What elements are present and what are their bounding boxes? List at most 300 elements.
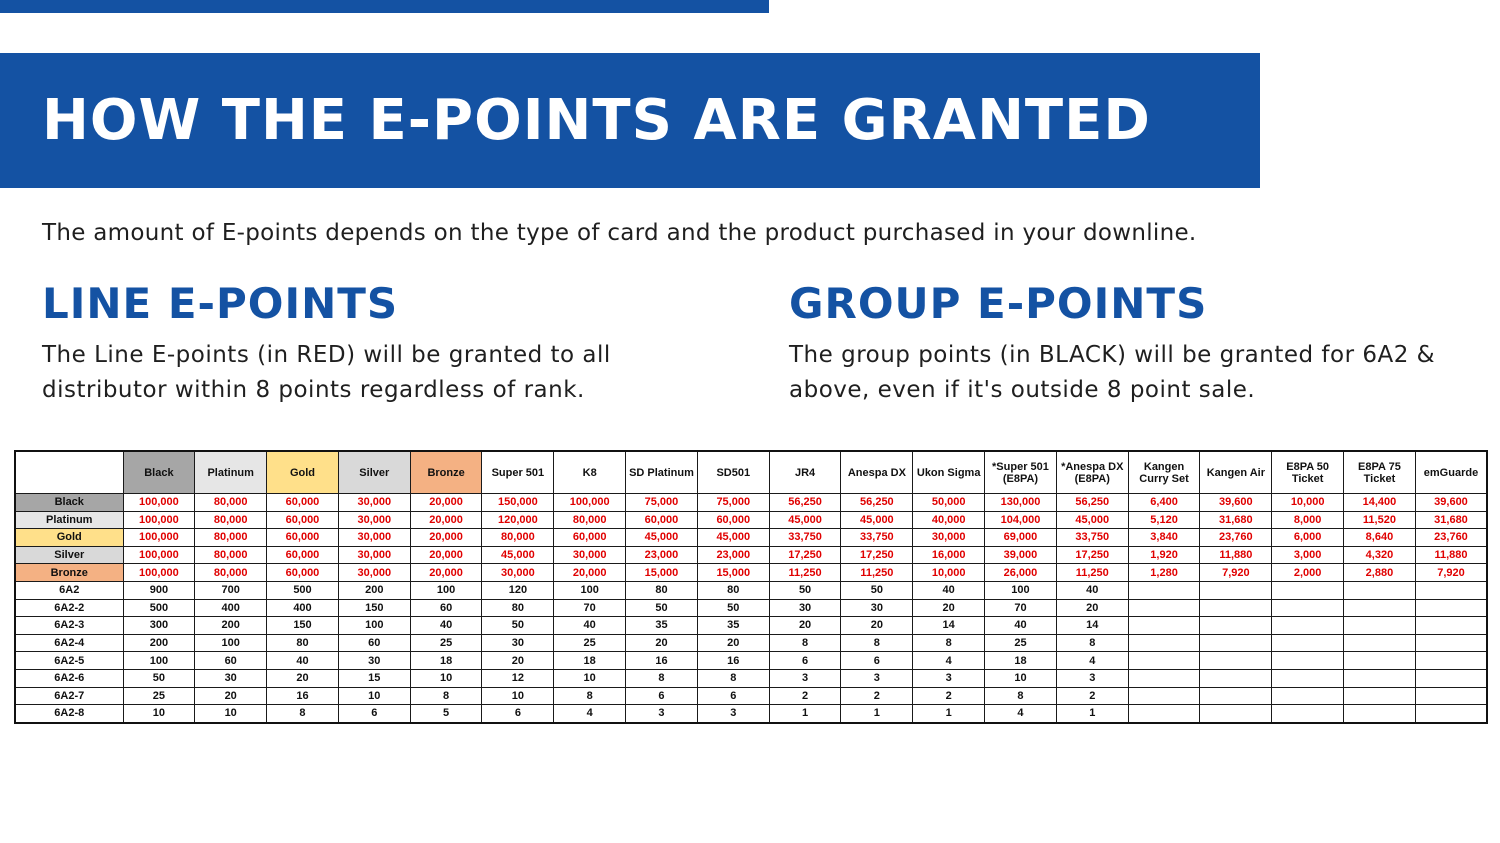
table-cell: 18 [985,652,1057,670]
table-cell: 50 [841,581,913,599]
table-cell: 2 [1056,687,1128,705]
epoints-table-container [14,450,1488,724]
table-cell: 60 [338,634,410,652]
table-cell: 20 [913,599,985,617]
group-epoints-description: The group points (in BLACK) will be granted for 6A2 & above, even if it's outside 8 point sale. [789,342,1436,403]
table-cell: 11,250 [769,564,841,582]
table-row [15,529,1487,547]
table-cell: 23,760 [1415,529,1487,547]
table-cell: 100 [554,581,626,599]
table-cell: 45,000 [697,529,769,547]
table-cell: 60,000 [626,511,698,529]
table-cell: 31,680 [1415,511,1487,529]
table-cell: 8 [985,687,1057,705]
table-cell [1128,599,1200,617]
table-cell: 33,750 [1056,529,1128,547]
table-cell [1200,599,1272,617]
table-cell: 80,000 [554,511,626,529]
table-cell: 20,000 [410,564,482,582]
column-header: JR4 [769,451,841,494]
table-cell: 20,000 [554,564,626,582]
table-cell: 8,640 [1344,529,1416,547]
table-cell: 100,000 [123,564,195,582]
table-cell [1200,705,1272,723]
column-header: Ukon Sigma [913,451,985,494]
table-cell: 39,600 [1415,494,1487,512]
table-cell: 39,000 [985,546,1057,564]
table-cell: 17,250 [769,546,841,564]
table-cell: 80,000 [195,511,267,529]
table-cell: 35 [697,617,769,635]
table-cell: 25 [410,634,482,652]
table-cell: 30,000 [338,529,410,547]
table-cell: 150,000 [482,494,554,512]
table-cell: 2 [913,687,985,705]
table-row [15,494,1487,512]
table-cell: 30,000 [482,564,554,582]
table-cell: 60,000 [554,529,626,547]
table-cell: 10 [554,669,626,687]
table-cell: 3 [913,669,985,687]
table-cell: 80 [626,581,698,599]
table-cell: 50 [123,669,195,687]
table-cell: 33,750 [841,529,913,547]
table-cell: 16 [697,652,769,670]
table-cell [1344,705,1416,723]
table-cell: 3 [697,705,769,723]
table-cell: 15,000 [626,564,698,582]
column-header: Black [123,451,195,494]
table-cell: 30 [482,634,554,652]
table-cell: 30,000 [554,546,626,564]
table-cell: 30 [769,599,841,617]
table-cell [1128,705,1200,723]
row-label: Silver [15,546,123,564]
table-cell: 30,000 [913,529,985,547]
table-cell: 11,880 [1415,546,1487,564]
table-cell: 150 [267,617,339,635]
table-cell: 35 [626,617,698,635]
column-header: Super 501 [482,451,554,494]
table-cell: 33,750 [769,529,841,547]
table-cell: 45,000 [769,511,841,529]
table-cell [1272,652,1344,670]
table-cell: 100,000 [123,511,195,529]
table-cell: 56,250 [1056,494,1128,512]
table-cell: 60,000 [267,529,339,547]
table-cell: 20 [267,669,339,687]
table-cell: 2 [841,687,913,705]
table-cell: 130,000 [985,494,1057,512]
table-cell: 700 [195,581,267,599]
table-cell: 16 [626,652,698,670]
table-cell: 1 [769,705,841,723]
table-row [15,705,1487,723]
table-cell [1272,705,1344,723]
row-label: 6A2-6 [15,669,123,687]
table-cell: 45,000 [841,511,913,529]
table-cell: 400 [195,599,267,617]
table-row [15,617,1487,635]
table-row [15,581,1487,599]
table-cell [1128,669,1200,687]
table-cell: 20 [841,617,913,635]
table-cell: 18 [554,652,626,670]
table-cell: 1 [841,705,913,723]
table-cell: 20,000 [410,511,482,529]
table-cell [1344,581,1416,599]
table-cell: 60,000 [267,564,339,582]
table-cell: 20,000 [410,529,482,547]
table-cell: 56,250 [841,494,913,512]
table-cell: 6,000 [1272,529,1344,547]
table-cell: 50 [482,617,554,635]
column-header: Kangen Curry Set [1128,451,1200,494]
table-cell: 200 [123,634,195,652]
table-cell: 16,000 [913,546,985,564]
table-cell: 8 [1056,634,1128,652]
column-header: emGuarde [1415,451,1487,494]
table-cell [1272,669,1344,687]
table-cell [1272,634,1344,652]
table-cell: 200 [195,617,267,635]
table-cell: 400 [267,599,339,617]
intro-text: The amount of E-points depends on the type of card and the product purchased in your downline. [42,220,1197,246]
table-cell: 11,880 [1200,546,1272,564]
table-cell: 50 [626,599,698,617]
table-cell [1415,687,1487,705]
table-cell: 3 [769,669,841,687]
group-epoints-heading: GROUP E-POINTS [789,279,1208,328]
table-cell: 8 [913,634,985,652]
table-cell: 100 [338,617,410,635]
table-cell: 40 [985,617,1057,635]
table-cell: 3,000 [1272,546,1344,564]
table-cell: 30,000 [338,511,410,529]
table-cell: 30,000 [338,564,410,582]
row-label: 6A2-7 [15,687,123,705]
table-cell: 200 [338,581,410,599]
table-cell: 10 [338,687,410,705]
table-cell: 100,000 [123,529,195,547]
column-header: Bronze [410,451,482,494]
table-cell: 75,000 [626,494,698,512]
table-cell: 80,000 [195,529,267,547]
table-cell: 8 [554,687,626,705]
table-cell: 1 [1056,705,1128,723]
row-label: Gold [15,529,123,547]
table-cell: 14 [1056,617,1128,635]
table-cell: 3 [626,705,698,723]
column-header: Gold [267,451,339,494]
column-header: Platinum [195,451,267,494]
table-cell: 30,000 [338,494,410,512]
table-cell: 39,600 [1200,494,1272,512]
table-cell: 6 [769,652,841,670]
table-cell [1272,687,1344,705]
table-cell: 8 [697,669,769,687]
table-cell: 26,000 [985,564,1057,582]
table-cell [1415,705,1487,723]
table-cell: 40 [913,581,985,599]
group-epoints-section [789,278,1489,408]
table-cell: 4 [1056,652,1128,670]
table-cell: 6 [697,687,769,705]
table-cell: 1 [913,705,985,723]
row-label: Platinum [15,511,123,529]
table-cell: 20,000 [410,546,482,564]
table-row [15,634,1487,652]
line-epoints-heading: LINE E-POINTS [42,279,399,328]
table-cell: 10,000 [1272,494,1344,512]
row-label: 6A2-3 [15,617,123,635]
column-header: *Super 501 (E8PA) [985,451,1057,494]
table-cell: 80 [697,581,769,599]
table-cell: 7,920 [1415,564,1487,582]
table-cell [1200,652,1272,670]
table-cell: 2,000 [1272,564,1344,582]
page-title: HOW THE E-POINTS ARE GRANTED [42,88,1151,153]
table-cell: 45,000 [482,546,554,564]
table-cell: 5 [410,705,482,723]
table-cell [1344,617,1416,635]
table-cell: 11,250 [841,564,913,582]
table-cell: 10 [195,705,267,723]
table-cell [1272,617,1344,635]
table-cell [1415,634,1487,652]
table-cell: 60,000 [267,511,339,529]
table-row [15,687,1487,705]
column-header: E8PA 50 Ticket [1272,451,1344,494]
table-cell: 4 [913,652,985,670]
table-cell: 20 [195,687,267,705]
table-cell: 2,880 [1344,564,1416,582]
row-label: Bronze [15,564,123,582]
table-cell: 4 [554,705,626,723]
table-cell: 23,000 [697,546,769,564]
table-cell: 10 [985,669,1057,687]
table-cell: 31,680 [1200,511,1272,529]
table-cell: 50,000 [913,494,985,512]
table-cell: 15 [338,669,410,687]
table-cell: 500 [267,581,339,599]
column-header: K8 [554,451,626,494]
table-cell [1200,669,1272,687]
row-label: 6A2-8 [15,705,123,723]
table-cell: 300 [123,617,195,635]
table-cell: 8 [769,634,841,652]
table-row [15,652,1487,670]
row-label: 6A2 [15,581,123,599]
table-cell: 56,250 [769,494,841,512]
table-cell [1272,581,1344,599]
table-cell: 16 [267,687,339,705]
table-cell [1272,599,1344,617]
table-cell [1344,687,1416,705]
table-cell: 80,000 [195,494,267,512]
table-cell: 120 [482,581,554,599]
table-cell: 100 [195,634,267,652]
table-cell: 60 [410,599,482,617]
table-cell: 6 [338,705,410,723]
table-cell [1200,687,1272,705]
table-cell: 60 [195,652,267,670]
table-cell: 4,320 [1344,546,1416,564]
title-banner [0,53,1260,188]
table-cell [1344,599,1416,617]
table-cell [1128,652,1200,670]
table-cell: 5,120 [1128,511,1200,529]
row-label: 6A2-4 [15,634,123,652]
table-cell: 80 [267,634,339,652]
table-cell: 80,000 [195,546,267,564]
table-cell: 15,000 [697,564,769,582]
table-cell [1200,617,1272,635]
table-cell [1200,581,1272,599]
table-cell: 120,000 [482,511,554,529]
table-cell: 23,000 [626,546,698,564]
table-cell: 20 [697,634,769,652]
table-cell: 20 [626,634,698,652]
table-cell: 40,000 [913,511,985,529]
table-header-row [15,451,1487,494]
column-header: *Anespa DX (E8PA) [1056,451,1128,494]
table-cell: 17,250 [841,546,913,564]
table-cell: 8 [267,705,339,723]
column-header: SD501 [697,451,769,494]
row-label: Black [15,494,123,512]
table-cell: 40 [554,617,626,635]
table-cell [1415,581,1487,599]
table-cell: 6 [841,652,913,670]
column-header: Kangen Air [1200,451,1272,494]
table-cell: 80,000 [195,564,267,582]
column-header: Silver [338,451,410,494]
table-cell: 10 [410,669,482,687]
table-cell: 30,000 [338,546,410,564]
column-header: Anespa DX [841,451,913,494]
table-cell: 50 [769,581,841,599]
table-cell [1128,634,1200,652]
table-corner-cell [15,451,123,494]
table-cell: 6 [626,687,698,705]
table-cell: 8,000 [1272,511,1344,529]
line-epoints-description: The Line E-points (in RED) will be granted to all distributor within 8 points regardless of rank. [42,342,611,403]
table-cell: 60,000 [267,494,339,512]
table-cell [1415,617,1487,635]
table-cell: 1,280 [1128,564,1200,582]
table-cell [1415,669,1487,687]
table-cell: 12 [482,669,554,687]
row-label: 6A2-5 [15,652,123,670]
table-cell: 14,400 [1344,494,1416,512]
table-row [15,599,1487,617]
table-cell: 20 [482,652,554,670]
table-cell [1128,687,1200,705]
table-cell: 10 [482,687,554,705]
table-cell [1128,581,1200,599]
column-header: SD Platinum [626,451,698,494]
table-cell: 23,760 [1200,529,1272,547]
table-cell: 40 [410,617,482,635]
table-cell: 500 [123,599,195,617]
table-row [15,669,1487,687]
table-cell: 11,520 [1344,511,1416,529]
table-cell: 20,000 [410,494,482,512]
table-cell: 100,000 [123,494,195,512]
table-cell: 150 [338,599,410,617]
table-cell: 30 [841,599,913,617]
table-cell: 6 [482,705,554,723]
table-cell: 10,000 [913,564,985,582]
table-cell: 40 [267,652,339,670]
table-cell: 100,000 [554,494,626,512]
table-cell [1344,669,1416,687]
table-cell: 3,840 [1128,529,1200,547]
table-cell: 20 [769,617,841,635]
table-cell: 10 [123,705,195,723]
table-cell [1415,652,1487,670]
table-cell: 2 [769,687,841,705]
table-cell: 7,920 [1200,564,1272,582]
table-cell: 8 [841,634,913,652]
table-cell: 45,000 [626,529,698,547]
table-cell [1128,617,1200,635]
table-cell: 8 [410,687,482,705]
table-cell [1200,634,1272,652]
table-cell: 25 [985,634,1057,652]
table-cell: 80,000 [482,529,554,547]
table-cell: 4 [985,705,1057,723]
table-cell: 900 [123,581,195,599]
table-cell: 60,000 [697,511,769,529]
table-row [15,546,1487,564]
table-cell [1344,634,1416,652]
table-cell: 80 [482,599,554,617]
table-cell: 70 [985,599,1057,617]
top-accent-bar [0,0,769,13]
table-cell: 17,250 [1056,546,1128,564]
column-header: E8PA 75 Ticket [1344,451,1416,494]
table-cell: 50 [697,599,769,617]
table-cell: 6,400 [1128,494,1200,512]
epoints-table [14,450,1488,724]
table-cell: 25 [123,687,195,705]
table-cell: 100 [123,652,195,670]
table-cell: 14 [913,617,985,635]
table-cell [1415,599,1487,617]
table-row [15,564,1487,582]
table-cell: 60,000 [267,546,339,564]
table-cell: 18 [410,652,482,670]
table-cell [1344,652,1416,670]
table-cell: 69,000 [985,529,1057,547]
table-cell: 8 [626,669,698,687]
table-cell: 30 [195,669,267,687]
table-cell: 20 [1056,599,1128,617]
table-cell: 3 [1056,669,1128,687]
table-cell: 45,000 [1056,511,1128,529]
line-epoints-section [42,278,742,408]
table-cell: 3 [841,669,913,687]
table-cell: 100,000 [123,546,195,564]
table-cell: 104,000 [985,511,1057,529]
table-cell: 75,000 [697,494,769,512]
row-label: 6A2-2 [15,599,123,617]
table-cell: 70 [554,599,626,617]
table-cell: 25 [554,634,626,652]
table-cell: 1,920 [1128,546,1200,564]
